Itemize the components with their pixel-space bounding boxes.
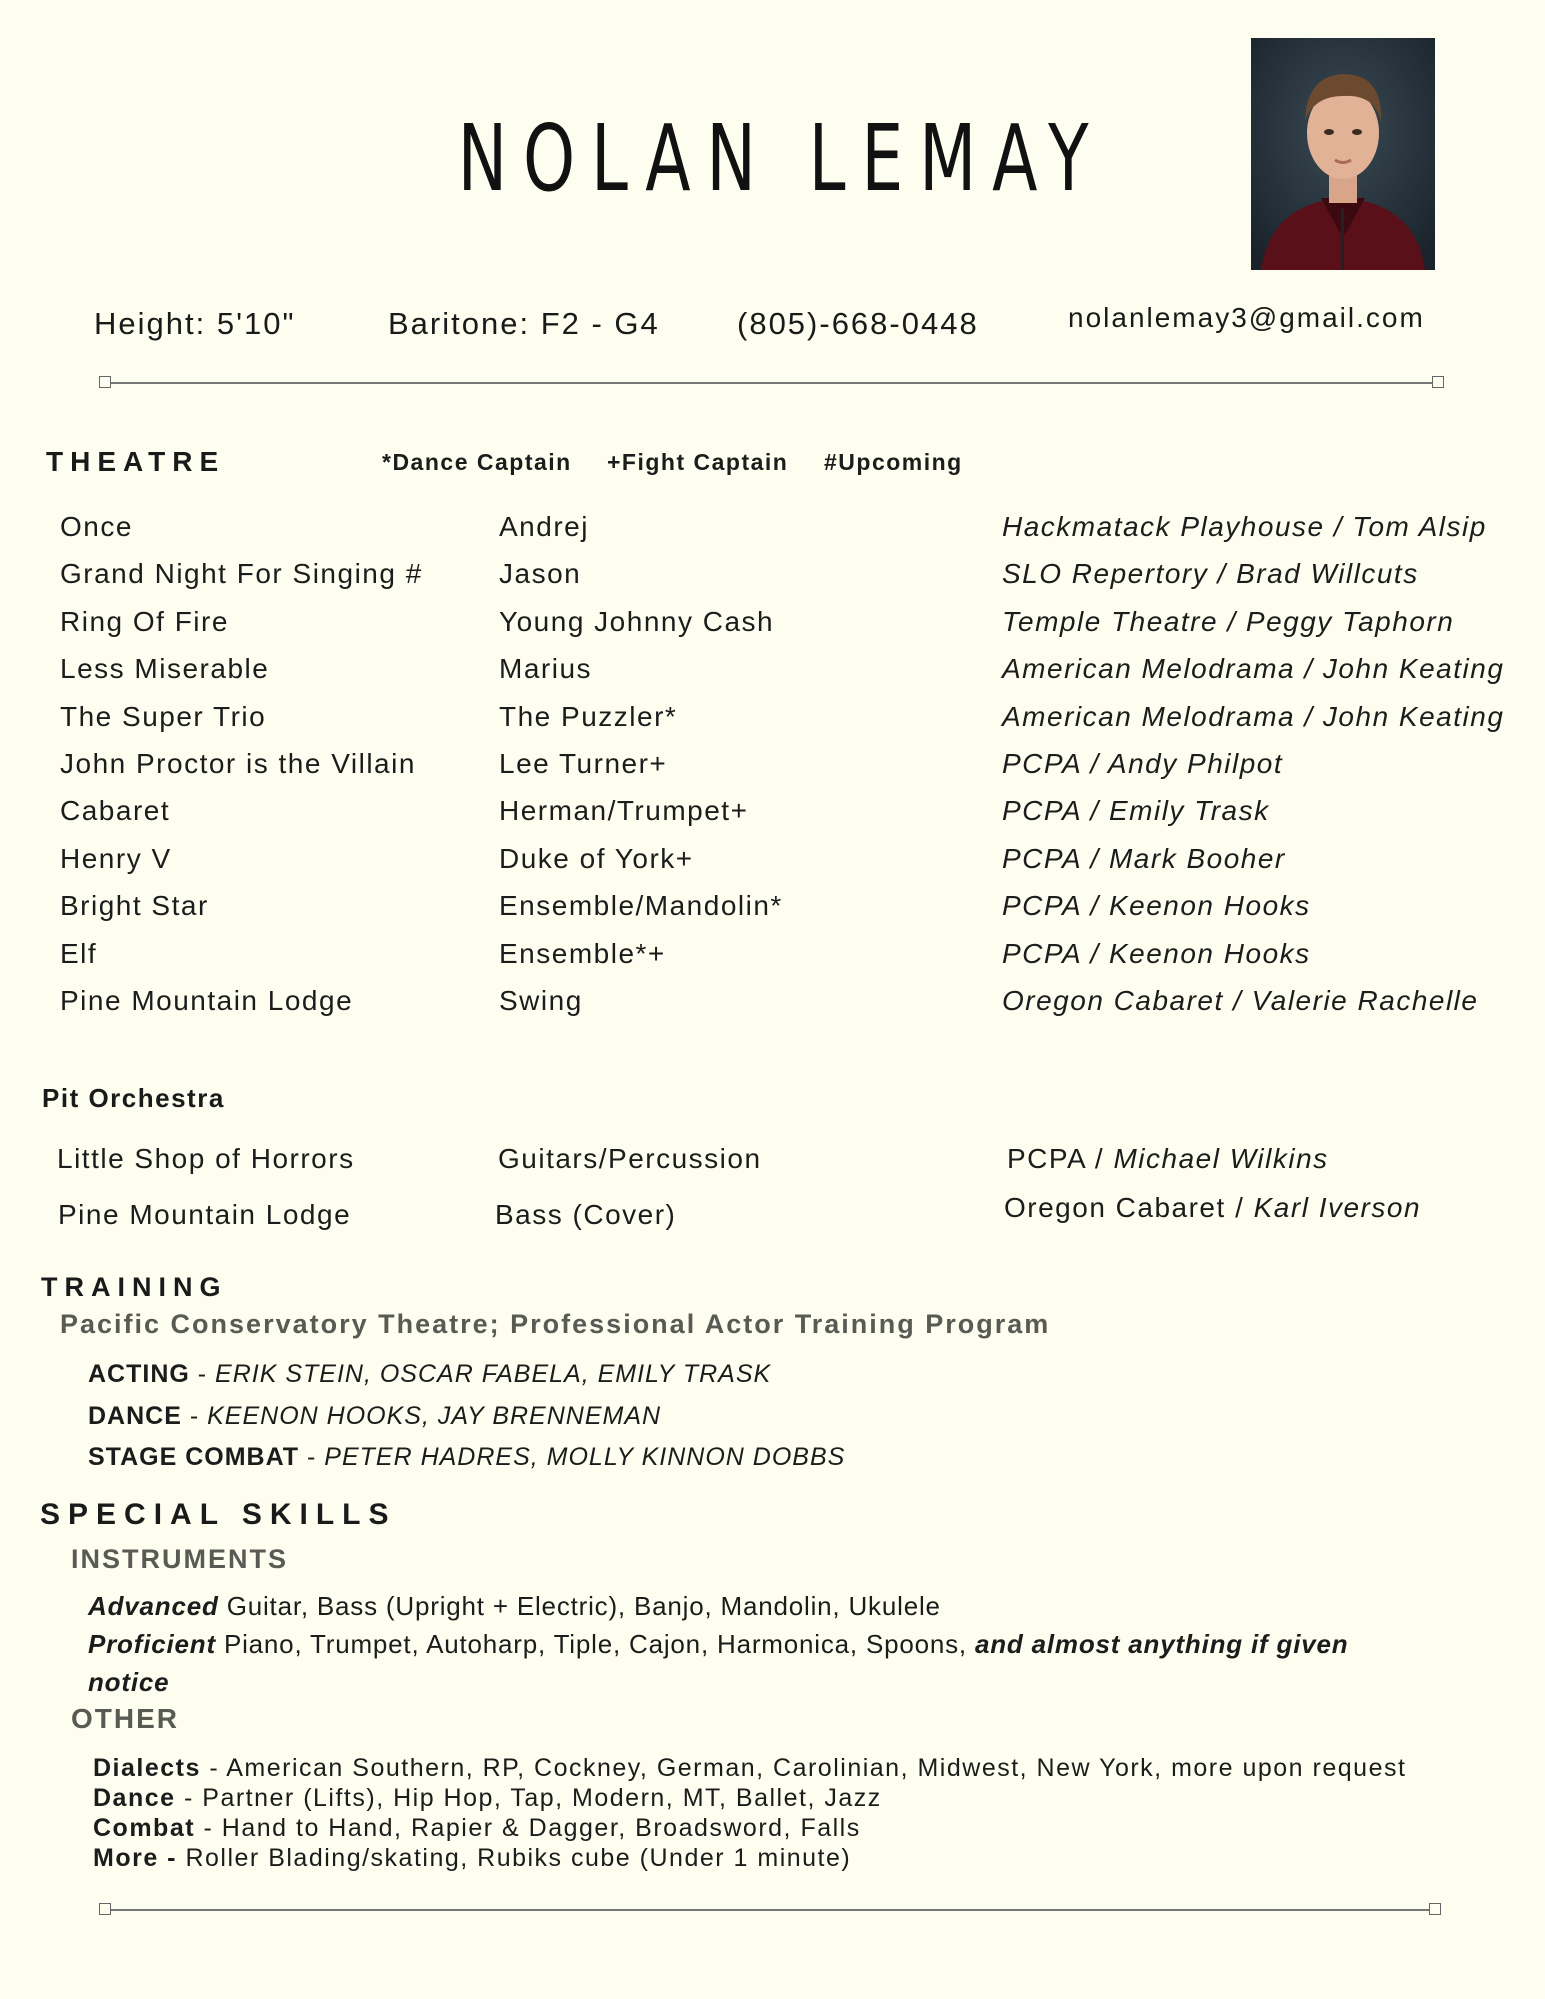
theatre-venue: American Melodrama / John Keating — [1002, 653, 1505, 684]
theatre-venue: American Melodrama / John Keating — [1002, 701, 1505, 732]
skill-text: Partner (Lifts), Hip Hop, Tap, Modern, MT, Ballet, Jazz — [202, 1784, 882, 1812]
training-label: DANCE — [88, 1402, 182, 1430]
theatre-show: Ring Of Fire — [60, 606, 229, 637]
theatre-venue: PCPA / Mark Booher — [1002, 843, 1286, 874]
training-label: ACTING — [88, 1360, 190, 1388]
pit-orchestra-heading: Pit Orchestra — [42, 1083, 225, 1113]
training-sep: - — [299, 1443, 325, 1471]
skill-combat — [93, 1814, 861, 1843]
theatre-venue: SLO Repertory / Brad Willcuts — [1002, 558, 1419, 589]
theatre-show: Grand Night For Singing # — [60, 558, 423, 589]
pit-role: Guitars/Percussion — [498, 1143, 762, 1174]
theatre-show: Bright Star — [60, 890, 209, 921]
pit-venue — [1004, 1192, 1421, 1224]
theatre-show: Once — [60, 511, 133, 542]
headshot-photo — [1251, 38, 1435, 270]
proficient-note-word: notice — [88, 1667, 170, 1697]
resume-name: NOLAN LEMAY — [457, 105, 1105, 212]
skill-sep: - — [195, 1814, 222, 1842]
proficient-note-continued — [88, 1667, 169, 1698]
theatre-show: Henry V — [60, 843, 172, 874]
theatre-role: Ensemble*+ — [499, 938, 666, 969]
theatre-role: Herman/Trumpet+ — [499, 795, 749, 826]
proficient-note: and almost anything if given — [974, 1629, 1349, 1659]
skill-label: Dialects — [93, 1754, 201, 1782]
theatre-venue: PCPA / Emily Trask — [1002, 795, 1270, 826]
skill-dialects — [93, 1754, 1406, 1783]
theatre-role: Andrej — [499, 511, 589, 542]
pit-show: Pine Mountain Lodge — [58, 1199, 352, 1230]
proficient-label: Proficient — [88, 1629, 216, 1659]
theatre-show: Pine Mountain Lodge — [60, 985, 354, 1016]
training-teachers: PETER HADRES, MOLLY KINNON DOBBS — [324, 1443, 846, 1471]
instruments-advanced — [88, 1591, 941, 1622]
advanced-label: Advanced — [88, 1591, 219, 1621]
theatre-venue: PCPA / Keenon Hooks — [1002, 938, 1311, 969]
training-acting — [88, 1360, 771, 1389]
skill-sep: - — [200, 1754, 227, 1782]
other-heading: OTHER — [71, 1703, 179, 1734]
pit-show: Little Shop of Horrors — [57, 1143, 355, 1174]
theatre-role: Jason — [499, 558, 582, 589]
pit-director: Michael Wilkins — [1113, 1143, 1329, 1174]
pit-venue — [1007, 1143, 1329, 1175]
instruments-heading: INSTRUMENTS — [71, 1544, 288, 1574]
theatre-role: Ensemble/Mandolin* — [499, 890, 783, 921]
skill-text: Roller Blading/skating, Rubiks cube (Under 1 minute) — [185, 1844, 852, 1872]
training-stage-combat — [88, 1443, 845, 1472]
theatre-venue: PCPA / Andy Philpot — [1002, 748, 1284, 779]
voice-range: Baritone: F2 - G4 — [388, 306, 660, 341]
training-label: STAGE COMBAT — [88, 1443, 300, 1471]
pit-org: PCPA / — [1007, 1143, 1114, 1174]
theatre-role: Duke of York+ — [499, 843, 694, 874]
pit-director: Karl Iverson — [1253, 1192, 1422, 1223]
proficient-list: Piano, Trumpet, Autoharp, Tiple, Cajon, Harmonica, Spoons, — [215, 1629, 975, 1659]
theatre-role: Marius — [499, 653, 593, 684]
skill-more — [93, 1844, 851, 1873]
theatre-show: Less Miserable — [60, 653, 270, 684]
phone-number: (805)-668-0448 — [737, 306, 979, 341]
advanced-list: Guitar, Bass (Upright + Electric), Banjo, Mandolin, Ukulele — [218, 1591, 941, 1621]
theatre-show: Cabaret — [60, 795, 171, 826]
instruments-proficient — [88, 1629, 1348, 1660]
email-address: nolanlemay3@gmail.com — [1068, 302, 1425, 333]
special-skills-heading: SPECIAL SKILLS — [40, 1498, 397, 1531]
pit-role: Bass (Cover) — [495, 1199, 677, 1230]
skill-dance — [93, 1784, 882, 1813]
training-heading: TRAINING — [41, 1272, 228, 1302]
height-info: Height: 5'10" — [94, 306, 296, 341]
theatre-heading: THEATRE — [46, 446, 226, 477]
training-program: Pacific Conservatory Theatre; Professional Actor Training Program — [60, 1309, 1051, 1339]
skill-text: American Southern, RP, Cockney, German, Carolinian, Midwest, New York, more upon request — [226, 1754, 1407, 1782]
theatre-show: The Super Trio — [60, 701, 267, 732]
legend-fight-captain: +Fight Captain — [607, 449, 789, 475]
training-teachers: ERIK STEIN, OSCAR FABELA, EMILY TRASK — [215, 1360, 772, 1388]
training-sep: - — [181, 1402, 208, 1430]
theatre-show: John Proctor is the Villain — [60, 748, 416, 779]
skill-sep: - — [175, 1784, 203, 1812]
training-teachers: KEENON HOOKS, JAY BRENNEMAN — [207, 1402, 662, 1430]
theatre-venue: PCPA / Keenon Hooks — [1002, 890, 1311, 921]
skill-label: Combat — [93, 1814, 196, 1842]
theatre-venue: Oregon Cabaret / Valerie Rachelle — [1002, 985, 1479, 1016]
skill-label: Dance — [93, 1784, 176, 1812]
theatre-venue: Temple Theatre / Peggy Taphorn — [1002, 606, 1455, 637]
theatre-role: The Puzzler* — [499, 701, 678, 732]
skill-label: More - — [93, 1844, 177, 1872]
headshot-image — [1251, 38, 1435, 270]
skill-text: Hand to Hand, Rapier & Dagger, Broadsword, Falls — [221, 1814, 861, 1842]
theatre-role: Swing — [499, 985, 583, 1016]
theatre-show: Elf — [60, 938, 98, 969]
legend-upcoming: #Upcoming — [824, 449, 963, 475]
theatre-role: Lee Turner+ — [499, 748, 668, 779]
legend-dance-captain: *Dance Captain — [382, 449, 572, 475]
pit-org: Oregon Cabaret / — [1004, 1192, 1254, 1223]
theatre-role: Young Johnny Cash — [499, 606, 775, 637]
theatre-venue: Hackmatack Playhouse / Tom Alsip — [1002, 511, 1487, 542]
training-sep: - — [189, 1360, 216, 1388]
training-dance — [88, 1402, 661, 1431]
